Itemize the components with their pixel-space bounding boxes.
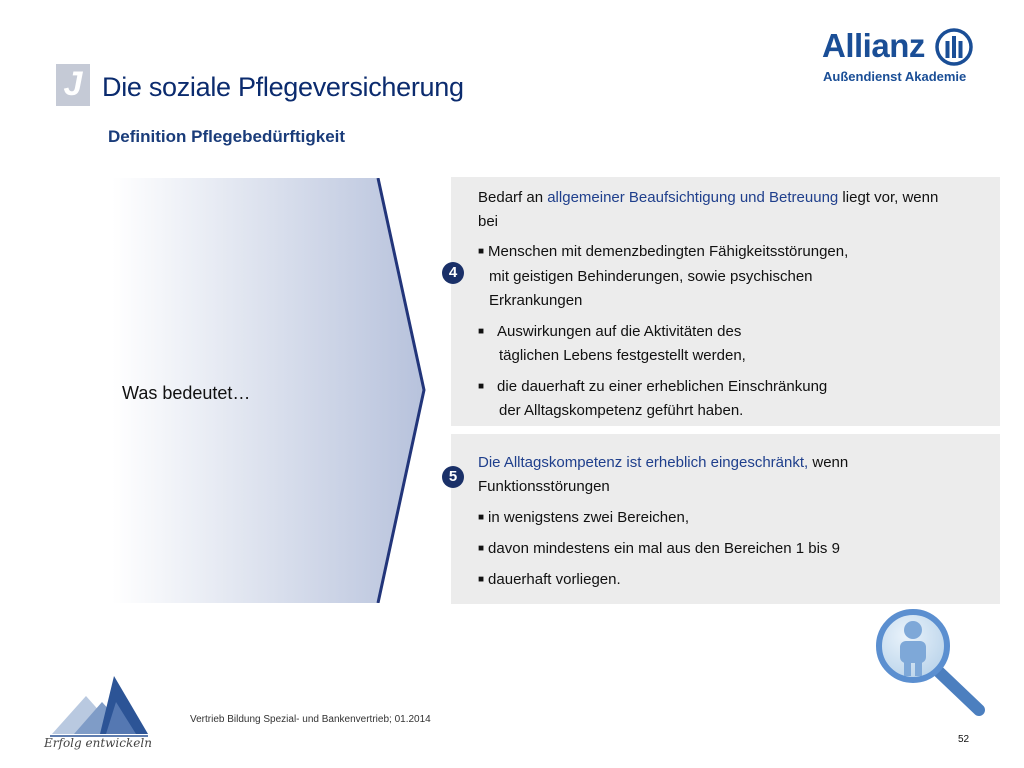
- chapter-letter: J: [63, 65, 83, 103]
- box5-intro-accent: Die Alltagskompetenz ist erheblich eingeschränkt,: [478, 454, 809, 471]
- footer-slogan: Erfolg entwickeln: [44, 736, 152, 750]
- list-item: [478, 537, 840, 561]
- lead-question: Was bedeutet…: [122, 383, 251, 403]
- list-item: [478, 568, 621, 592]
- page-subtitle: Definition Pflegebedürftigkeit: [108, 127, 346, 146]
- list-item: [478, 506, 689, 530]
- brand-name: Allianz: [822, 27, 925, 64]
- bullet-icon: ■: [478, 512, 485, 523]
- list-item: [478, 320, 741, 344]
- footer-source: Vertrieb Bildung Spezial- und Bankenvertrieb; 01.2014: [190, 714, 431, 725]
- bullet-icon: ■: [478, 246, 485, 257]
- bullet-icon: ■: [478, 543, 485, 554]
- bullet-text: davon mindestens ein mal aus den Bereichen 1 bis 9: [488, 540, 840, 557]
- bullet-text: Menschen mit demenzbedingten Fähigkeitsstörungen,: [488, 243, 849, 260]
- list-item: [478, 240, 848, 264]
- box5-intro-post: wenn: [808, 454, 849, 471]
- bullet-text: in wenigstens zwei Bereichen,: [488, 509, 689, 526]
- box4-intro-cont: bei: [478, 213, 499, 230]
- box4-intro-post: liegt vor, wenn: [838, 189, 939, 206]
- bullet-text: Auswirkungen auf die Aktivitäten des: [497, 323, 742, 340]
- bullet-icon: ■: [478, 381, 485, 392]
- bullet-icon: ■: [478, 574, 485, 585]
- person-search-icon: [875, 608, 987, 718]
- bullet-icon: ■: [478, 326, 485, 337]
- box4-intro-accent: allgemeiner Beaufsichtigung und Betreuung: [547, 189, 839, 206]
- allianz-emblem-icon: [935, 28, 973, 66]
- box4-intro-pre: Bedarf an: [478, 189, 548, 206]
- page-title: Die soziale Pflegeversicherung: [102, 72, 464, 102]
- list-item-cont: mit geistigen Behinderungen, sowie psychischen: [489, 268, 813, 285]
- list-item: [478, 375, 827, 399]
- bullet-text: dauerhaft vorliegen.: [488, 571, 621, 588]
- box5-intro-cont: Funktionsstörungen: [478, 478, 610, 495]
- number-badge-5: 5: [442, 466, 464, 488]
- box4-intro: [478, 186, 993, 210]
- number-badge-4: 4: [442, 262, 464, 284]
- brand-subtitle: Außendienst Akademie: [823, 69, 967, 84]
- list-item-cont: der Alltagskompetenz geführt haben.: [499, 402, 744, 419]
- bullet-text: die dauerhaft zu einer erheblichen Einschränkung: [497, 378, 828, 395]
- page-number: 52: [958, 734, 970, 745]
- list-item-cont: Erkrankungen: [489, 292, 583, 309]
- box5-intro: [478, 451, 848, 475]
- list-item-cont: täglichen Lebens festgestellt werden,: [499, 347, 746, 364]
